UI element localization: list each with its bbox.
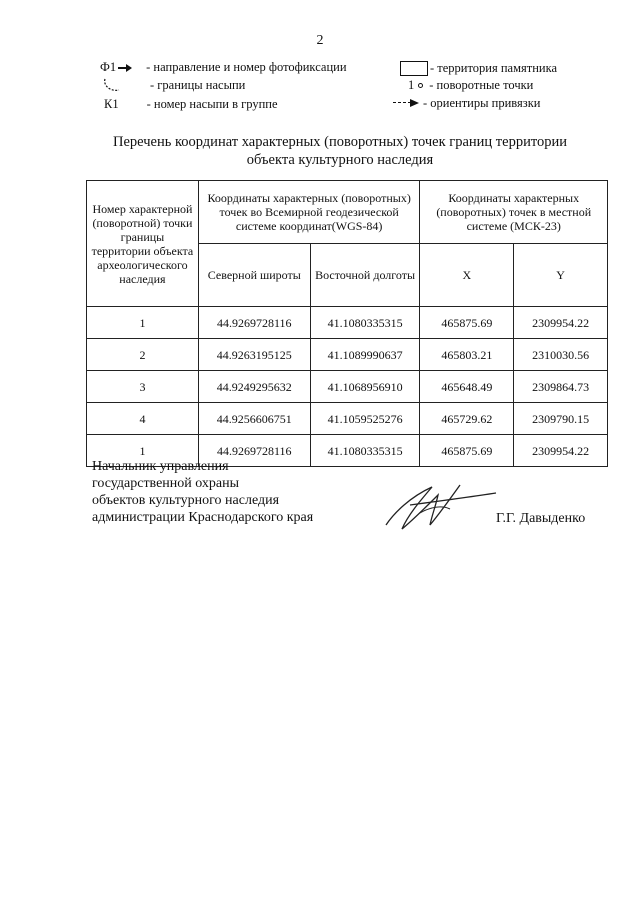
legend-boundary-text: - границы насыпи bbox=[150, 78, 246, 92]
header-point-number: Номер характерной (поворотной) точки границы территории объекта археологического наследия bbox=[87, 181, 199, 307]
legend-points-text: - поворотные точки bbox=[429, 78, 534, 92]
header-msk23: Координаты характерных (поворотных) точек в местной системе (МСК-23) bbox=[420, 181, 608, 244]
header-latitude: Северной широты bbox=[198, 244, 310, 307]
header-x: X bbox=[420, 244, 514, 307]
header-longitude: Восточной долготы bbox=[310, 244, 420, 307]
legend-photo-text: - направление и номер фотофиксации bbox=[146, 60, 347, 74]
mound-boundary-icon bbox=[102, 77, 124, 93]
turning-point-symbol: 1 bbox=[408, 78, 415, 92]
legend-photo bbox=[100, 58, 347, 76]
legend-mound-text: - номер насыпи в группе bbox=[146, 97, 278, 111]
legend-reference-text: - ориентиры привязки bbox=[423, 96, 541, 110]
legend-mound bbox=[104, 95, 278, 113]
photo-direction-icon: Ф1 bbox=[100, 58, 132, 76]
handwritten-signature bbox=[380, 475, 500, 535]
legend-territory bbox=[400, 59, 557, 77]
territory-box-icon bbox=[400, 61, 428, 76]
reference-arrow-icon bbox=[393, 99, 419, 107]
signatory-title: Начальник управления государственной охраны объектов культурного наследия администрации Краснодарского края bbox=[92, 459, 314, 525]
turning-point-icon bbox=[418, 83, 423, 88]
legend-points bbox=[408, 76, 533, 94]
legend-boundary bbox=[102, 76, 245, 94]
table-row: 3 44.9249295632 41.1068956910 465648.49 2309864.73 bbox=[87, 371, 608, 403]
document-title: Перечень координат характерных (поворотных) точек границ территории объекта культурного наследия bbox=[112, 134, 568, 168]
table-row: 2 44.9263195125 41.1089990637 465803.21 2310030.56 bbox=[87, 339, 608, 371]
table-row: 1 44.9269728116 41.1080335315 465875.69 2309954.22 bbox=[87, 307, 608, 339]
signatory-name: Г.Г. Давыденко bbox=[496, 511, 586, 526]
legend bbox=[100, 58, 600, 114]
header-y: Y bbox=[514, 244, 608, 307]
header-wgs84: Координаты характерных (поворотных) точек во Всемирной геодезической системе координат(WGS-84) bbox=[198, 181, 420, 244]
table-row: 4 44.9256606751 41.1059525276 465729.62 2309790.15 bbox=[87, 403, 608, 435]
mound-number-symbol: К1 bbox=[104, 97, 119, 111]
page-number: 2 bbox=[316, 33, 324, 48]
legend-territory-text: - территория памятника bbox=[430, 61, 558, 75]
table-row: 1 44.9269728116 41.1080335315 465875.69 2309954.22 bbox=[87, 435, 608, 467]
coordinates-table bbox=[86, 180, 608, 467]
legend-reference bbox=[393, 94, 540, 112]
